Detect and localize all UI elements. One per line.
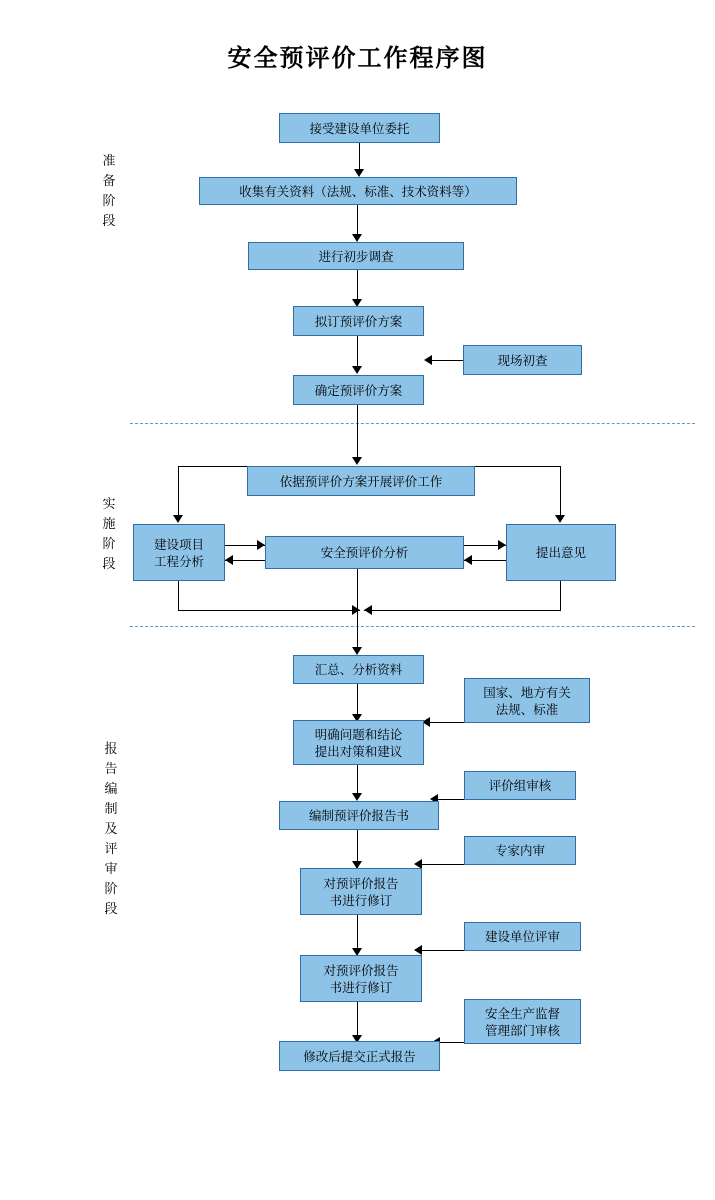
arrowhead-project-analysis <box>173 515 183 523</box>
arrowhead-compile <box>352 793 362 801</box>
connector-confirm-to-carryout <box>357 405 358 463</box>
arrowhead-project-from-analysis <box>225 555 233 565</box>
arrowhead-draft-from-site <box>424 355 432 365</box>
node-submit-final-report[interactable]: 修改后提交正式报告 <box>279 1041 440 1071</box>
arrowhead-raise-opinions <box>555 515 565 523</box>
connector-laws-to-clarify <box>424 722 464 723</box>
arrowhead-collect <box>354 169 364 177</box>
node-safety-pre-evaluation-analysis[interactable]: 安全预评价分析 <box>265 536 464 569</box>
arrowhead-opinions-from-analysis <box>498 540 506 550</box>
node-revise-report-1[interactable]: 对预评价报告 书进行修订 <box>300 868 422 915</box>
page-title: 安全预评价工作程序图 <box>227 44 488 72</box>
stage-divider-2 <box>130 626 695 627</box>
arrowhead-confirm <box>352 366 362 374</box>
node-national-local-laws[interactable]: 国家、地方有关 法规、标准 <box>464 678 590 723</box>
connector-group-to-compile <box>438 799 464 800</box>
connector-accept-to-collect <box>359 143 360 172</box>
node-draft-plan[interactable]: 拟订预评价方案 <box>293 306 424 336</box>
arrowhead-survey <box>352 234 362 242</box>
arrowhead-loop-center-left <box>352 605 360 615</box>
node-preliminary-survey[interactable]: 进行初步调查 <box>248 242 464 270</box>
stage-divider-1 <box>130 423 695 424</box>
stage-label-preparation: 准 备 阶 段 <box>102 154 116 229</box>
node-carry-out-evaluation[interactable]: 依据预评价方案开展评价工作 <box>247 466 475 496</box>
node-evaluation-group-review[interactable]: 评价组审核 <box>464 771 576 800</box>
connector-site-to-draft <box>432 360 463 361</box>
arrowhead-analysis-from-project <box>257 540 265 550</box>
node-accept-entrustment[interactable]: 接受建设单位委托 <box>279 113 440 143</box>
node-site-inspection[interactable]: 现场初查 <box>463 345 582 375</box>
node-safety-supervision-review[interactable]: 安全生产监督 管理部门审核 <box>464 999 581 1044</box>
connector-expert-to-revise1 <box>422 864 464 865</box>
connector-supervision-to-submit <box>440 1042 464 1043</box>
connector-carryout-split-right <box>475 466 561 467</box>
arrowhead-summarize <box>352 647 362 655</box>
connector-carryout-down-right <box>560 466 561 521</box>
connector-opinions-loop <box>364 610 560 611</box>
node-clarify-conclusions[interactable]: 明确问题和结论 提出对策和建议 <box>293 720 424 765</box>
node-summarize-analyze[interactable]: 汇总、分析资料 <box>293 655 424 684</box>
arrowhead-analysis-from-opinions <box>464 555 472 565</box>
connector-project-loop <box>178 610 360 611</box>
connector-carryout-down-left <box>178 466 179 521</box>
node-collect-materials[interactable]: 收集有关资料（法规、标准、技术资料等） <box>199 177 517 205</box>
arrowhead-carryout <box>352 457 362 465</box>
node-raise-opinions[interactable]: 提出意见 <box>506 524 616 581</box>
connector-project-down <box>178 581 179 611</box>
stage-label-implementation: 实 施 阶 段 <box>102 497 116 572</box>
stage-label-report-and-review: 报 告 编 制 及 评 审 阶 段 <box>104 742 118 917</box>
node-revise-report-2[interactable]: 对预评价报告 书进行修订 <box>300 955 422 1002</box>
arrowhead-revise2-from-construction <box>414 945 422 955</box>
node-compile-report[interactable]: 编制预评价报告书 <box>279 801 439 830</box>
node-expert-internal-review[interactable]: 专家内审 <box>464 836 576 865</box>
node-confirm-plan[interactable]: 确定预评价方案 <box>293 375 424 405</box>
connector-analysis-to-bottom <box>357 569 358 610</box>
node-project-engineering-analysis[interactable]: 建设项目 工程分析 <box>133 524 225 581</box>
connector-construction-to-revise2 <box>422 950 464 951</box>
node-construction-unit-review[interactable]: 建设单位评审 <box>464 922 581 951</box>
connector-opinions-down <box>560 581 561 611</box>
connector-carryout-split-left <box>178 466 247 467</box>
arrowhead-loop-center-right <box>364 605 372 615</box>
